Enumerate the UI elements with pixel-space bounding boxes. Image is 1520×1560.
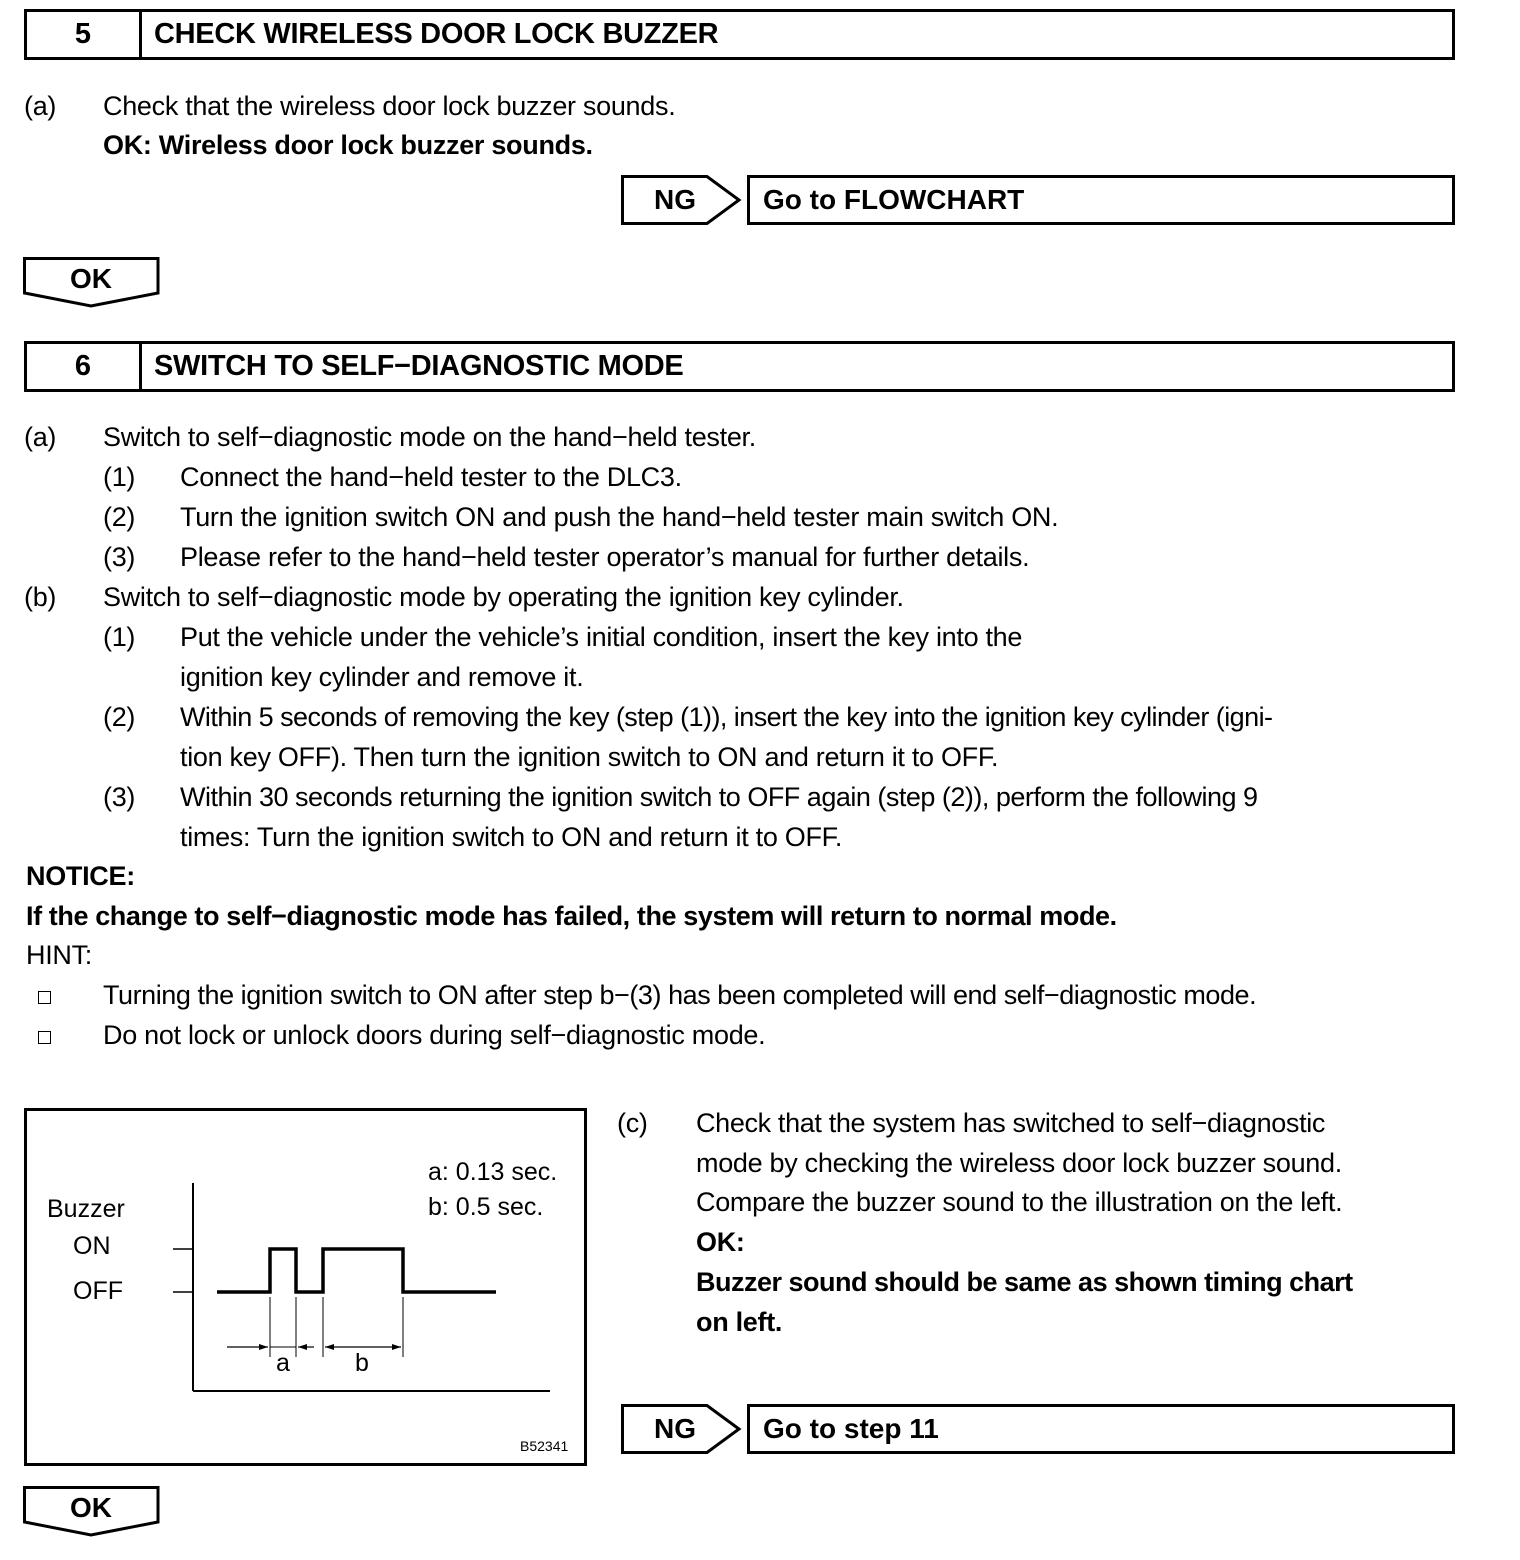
step5-header bbox=[24, 9, 1455, 60]
step6-b2-line1: Within 5 seconds of removing the key (step (1)), insert the key into the ignition key cylinder (igni- bbox=[180, 702, 1273, 732]
step6-c-ok-line1: Buzzer sound should be same as shown timing chart bbox=[696, 1267, 1353, 1297]
step6-b1-label: (1) bbox=[103, 622, 136, 652]
step5-item-a-text: Check that the wireless door lock buzzer sounds. bbox=[103, 91, 676, 121]
step6-b3-line2: times: Turn the ignition switch to ON and return it to OFF. bbox=[180, 822, 843, 852]
step6-c-ok-heading: OK: bbox=[696, 1227, 745, 1257]
step6-ng-branch[interactable] bbox=[621, 1404, 1456, 1454]
step6-a1-text: Connect the hand−held tester to the DLC3. bbox=[180, 462, 682, 492]
step6-ok-label: OK bbox=[70, 1492, 112, 1523]
step6-c-ok-line2: on left. bbox=[696, 1307, 783, 1337]
diagram-legend-a: a: 0.13 sec. bbox=[428, 1158, 558, 1186]
step5-ok-label: OK bbox=[70, 263, 112, 294]
step5-ok-button[interactable] bbox=[23, 257, 161, 309]
step6-b3-line1: Within 30 seconds returning the ignition switch to OFF again (step (2)), perform the following 9 bbox=[180, 782, 1258, 812]
diagram-dim-a: a bbox=[276, 1349, 290, 1377]
step6-a3-label: (3) bbox=[103, 542, 136, 572]
diagram-ylabel: Buzzer bbox=[47, 1195, 125, 1223]
step6-c-line3: Compare the buzzer sound to the illustration on the left. bbox=[696, 1187, 1343, 1217]
step6-b-text: Switch to self−diagnostic mode by operating the ignition key cylinder. bbox=[103, 582, 904, 612]
step5-goto-flowchart[interactable]: Go to FLOWCHART bbox=[747, 175, 1455, 225]
step5-ng-branch[interactable] bbox=[621, 175, 1456, 225]
step6-a-label: (a) bbox=[24, 422, 57, 452]
step6-a2-label: (2) bbox=[103, 502, 136, 532]
step6-b-label: (b) bbox=[24, 582, 57, 612]
hint-bullet-1: Turning the ignition switch to ON after step b−(3) has been completed will end self−diagnostic mode. bbox=[103, 980, 1257, 1010]
step5-number: 5 bbox=[27, 12, 142, 57]
notice-text: If the change to self−diagnostic mode has failed, the system will return to normal mode. bbox=[26, 901, 1117, 931]
diagram-on-label: ON bbox=[73, 1232, 111, 1260]
step6-b1-line2: ignition key cylinder and remove it. bbox=[180, 662, 584, 692]
figure-id: B52341 bbox=[520, 1438, 569, 1454]
diagram-legend-b: b: 0.5 sec. bbox=[428, 1193, 544, 1221]
step6-a-text: Switch to self−diagnostic mode on the hand−held tester. bbox=[103, 422, 756, 452]
notice-heading: NOTICE: bbox=[26, 861, 135, 891]
square-bullet-icon bbox=[38, 1031, 51, 1044]
step6-a3-text: Please refer to the hand−held tester operator’s manual for further details. bbox=[180, 542, 1030, 572]
hint-bullet-2: Do not lock or unlock doors during self−diagnostic mode. bbox=[103, 1020, 766, 1050]
step6-a1-label: (1) bbox=[103, 462, 136, 492]
step6-ng-label: NG bbox=[654, 1413, 696, 1444]
diagram-dim-b: b bbox=[355, 1349, 369, 1377]
step6-header bbox=[24, 341, 1455, 392]
hint-heading: HINT: bbox=[26, 940, 93, 970]
step6-c-label: (c) bbox=[617, 1108, 648, 1138]
step6-goto-step-11[interactable]: Go to step 11 bbox=[747, 1404, 1455, 1454]
step6-b2-label: (2) bbox=[103, 702, 136, 732]
step5-item-a-label: (a) bbox=[24, 91, 57, 121]
diagram-off-label: OFF bbox=[73, 1277, 123, 1305]
square-bullet-icon bbox=[38, 991, 51, 1004]
step6-c-line2: mode by checking the wireless door lock buzzer sound. bbox=[696, 1148, 1342, 1178]
step6-a2-text: Turn the ignition switch ON and push the hand−held tester main switch ON. bbox=[180, 502, 1059, 532]
step5-ng-label: NG bbox=[654, 184, 696, 215]
step6-number: 6 bbox=[27, 344, 142, 389]
step5-ok-spec: OK: Wireless door lock buzzer sounds. bbox=[103, 130, 593, 160]
step6-c-line1: Check that the system has switched to self−diagnostic bbox=[696, 1108, 1326, 1138]
step6-title: SWITCH TO SELF−DIAGNOSTIC MODE bbox=[154, 350, 684, 382]
step6-b2-line2: tion key OFF). Then turn the ignition switch to ON and return it to OFF. bbox=[180, 742, 999, 772]
step6-b3-label: (3) bbox=[103, 782, 136, 812]
buzzer-timing-diagram bbox=[24, 1108, 587, 1466]
step6-b1-line1: Put the vehicle under the vehicle’s initial condition, insert the key into the bbox=[180, 622, 1023, 652]
step6-ok-button[interactable] bbox=[23, 1486, 161, 1538]
step5-title: CHECK WIRELESS DOOR LOCK BUZZER bbox=[154, 18, 719, 50]
